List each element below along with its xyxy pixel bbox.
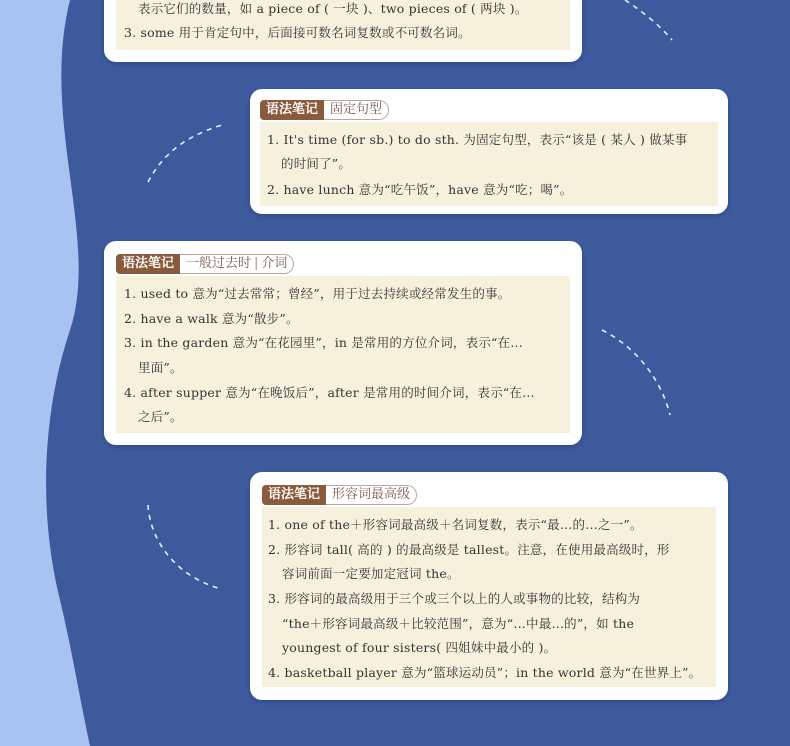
card-super-body — [262, 507, 716, 687]
note-line: 容词前面一定要加定冠词 the。 — [282, 566, 460, 581]
tag-subtitle: 形容词最高级 — [326, 485, 417, 505]
grammar-tag — [116, 254, 294, 274]
note-line: 4. after supper 意为“在晚饭后”，after 是常用的时间介词，表示“在… — [124, 385, 535, 400]
note-line: 之后”。 — [138, 409, 183, 424]
tag-subtitle-2: 介词 — [261, 256, 288, 271]
tag-title: 语法笔记 — [116, 254, 180, 274]
tag-subtitle-1: 一般过去时 — [186, 256, 252, 271]
tag-title: 语法笔记 — [260, 100, 324, 120]
note-line: 3. 形容词的最高级用于三个或三个以上的人或事物的比较，结构为 — [268, 591, 641, 606]
tag-subtitle: 固定句型 — [324, 100, 389, 120]
note-line: 1. used to 意为“过去常常；曾经”，用于过去持续或经常发生的事。 — [124, 286, 511, 301]
tag-separator: | — [254, 256, 259, 271]
card-fixed-body — [260, 122, 718, 206]
note-line: 1. one of the＋形容词最高级＋名词复数，表示“最…的…之一”。 — [268, 517, 643, 532]
note-line: 2. have a walk 意为“散步”。 — [124, 311, 299, 326]
note-line: “the＋形容词最高级＋比较范围”，意为“…中最…的”，如 the — [282, 616, 635, 631]
tag-subtitle — [180, 254, 294, 274]
card-past-tense — [104, 241, 582, 445]
card-fixed-patterns — [250, 89, 728, 214]
note-line: 里面”。 — [138, 360, 183, 375]
card-top-notes — [104, 0, 582, 62]
note-line: 2. 形容词 tall( 高的 ) 的最高级是 tallest。注意，在使用最高级时，形 — [268, 542, 670, 557]
note-line: 3. some 用于肯定句中，后面接可数名词复数或不可数名词。 — [124, 25, 471, 40]
note-line: 的时间了”。 — [281, 156, 352, 171]
card-top-body — [116, 0, 570, 50]
note-line: youngest of four sisters( 四姐妹中最小的 )。 — [282, 640, 557, 655]
note-line: 4. basketball player 意为“篮球运动员”；in the world 意为“在世界上”。 — [268, 665, 702, 680]
grammar-tag — [262, 485, 417, 505]
note-line: 3. in the garden 意为“在花园里”，in 是常用的方位介词，表示“在… — [124, 335, 524, 350]
note-line: 表示它们的数量，如 a piece of ( 一块 )、two pieces of ( 两块 )。 — [138, 1, 528, 16]
tag-title: 语法笔记 — [262, 485, 326, 505]
note-line: 2. have lunch 意为“吃午饭”，have 意为“吃；喝”。 — [267, 182, 573, 197]
grammar-tag — [260, 100, 389, 120]
card-past-body — [116, 276, 570, 433]
note-line: 1. It's time (for sb.) to do sth. 为固定句型，表示“该是 ( 某人 ) 做某事 — [267, 132, 688, 147]
card-superlatives — [250, 472, 728, 700]
